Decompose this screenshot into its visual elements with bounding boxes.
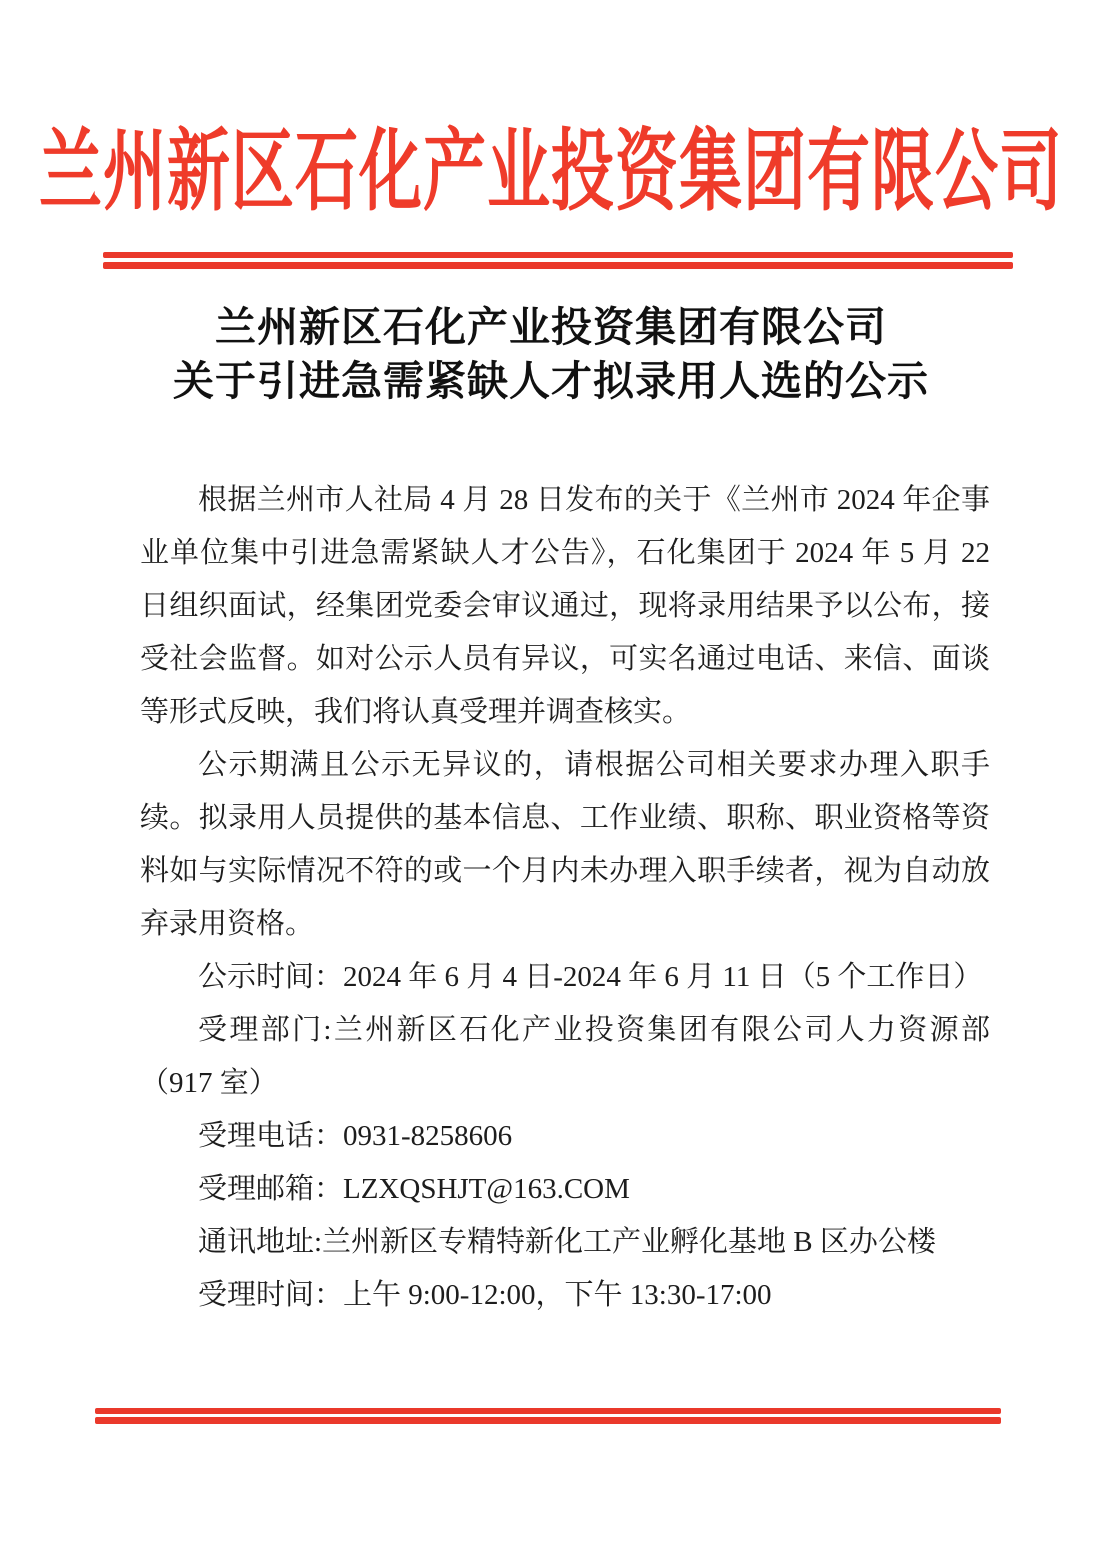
letterhead-rule-lower [103,262,1013,269]
document-title-line-1: 兰州新区石化产业投资集团有限公司 [215,304,887,350]
letterhead-rule-upper [103,252,1013,258]
body-paragraph-publicity-period: 公示时间：2024 年 6 月 4 日-2024 年 6 月 11 日（5 个工作日） [198,961,983,993]
body-paragraph-address: 通讯地址:兰州新区专精特新化工产业孵化基地 B 区办公楼 [198,1226,936,1258]
body-paragraph-requirements: 公示期满且公示无异议的，请根据公司相关要求办理入职手续。拟录用人员提供的基本信息、工作业绩、职称、职业资格等资料如与实际情况不符的或一个月内未办理入职手续者，视为自动放弃录用资格。 [140,749,990,940]
document-title [0,300,1102,408]
footer-rule-upper [95,1408,1001,1414]
letterhead-company-name: 兰州新区石化产业投资集团有限公司 [39,122,1063,222]
body-paragraph-intro: 根据兰州市人社局 4 月 28 日发布的关于《兰州市 2024 年企事业单位集中引进急需紧缺人才公告》，石化集团于 2024 年 5 月 22 日组织面试，经集团党委会审议通过，现将录用结果予以公布，接受社会监督。如对公示人员有异议，可实名通过电话、来信、面谈等形式反映，我们将认真受理并调查核实。 [140,484,990,728]
body-paragraph-accepting-department: 受理部门:兰州新区石化产业投资集团有限公司人力资源部（917 室） [140,1014,990,1099]
body-paragraph-office-hours: 受理时间：上午 9:00-12:00，下午 13:30-17:00 [198,1279,772,1311]
document-title-line-2: 关于引进急需紧缺人才拟录用人选的公示 [173,358,929,404]
body-paragraph-email: 受理邮箱：LZXQSHJT@163.COM [198,1173,630,1205]
body-paragraph-phone: 受理电话：0931-8258606 [198,1120,513,1152]
footer-rule-lower [95,1417,1001,1424]
document-body [140,474,990,1322]
